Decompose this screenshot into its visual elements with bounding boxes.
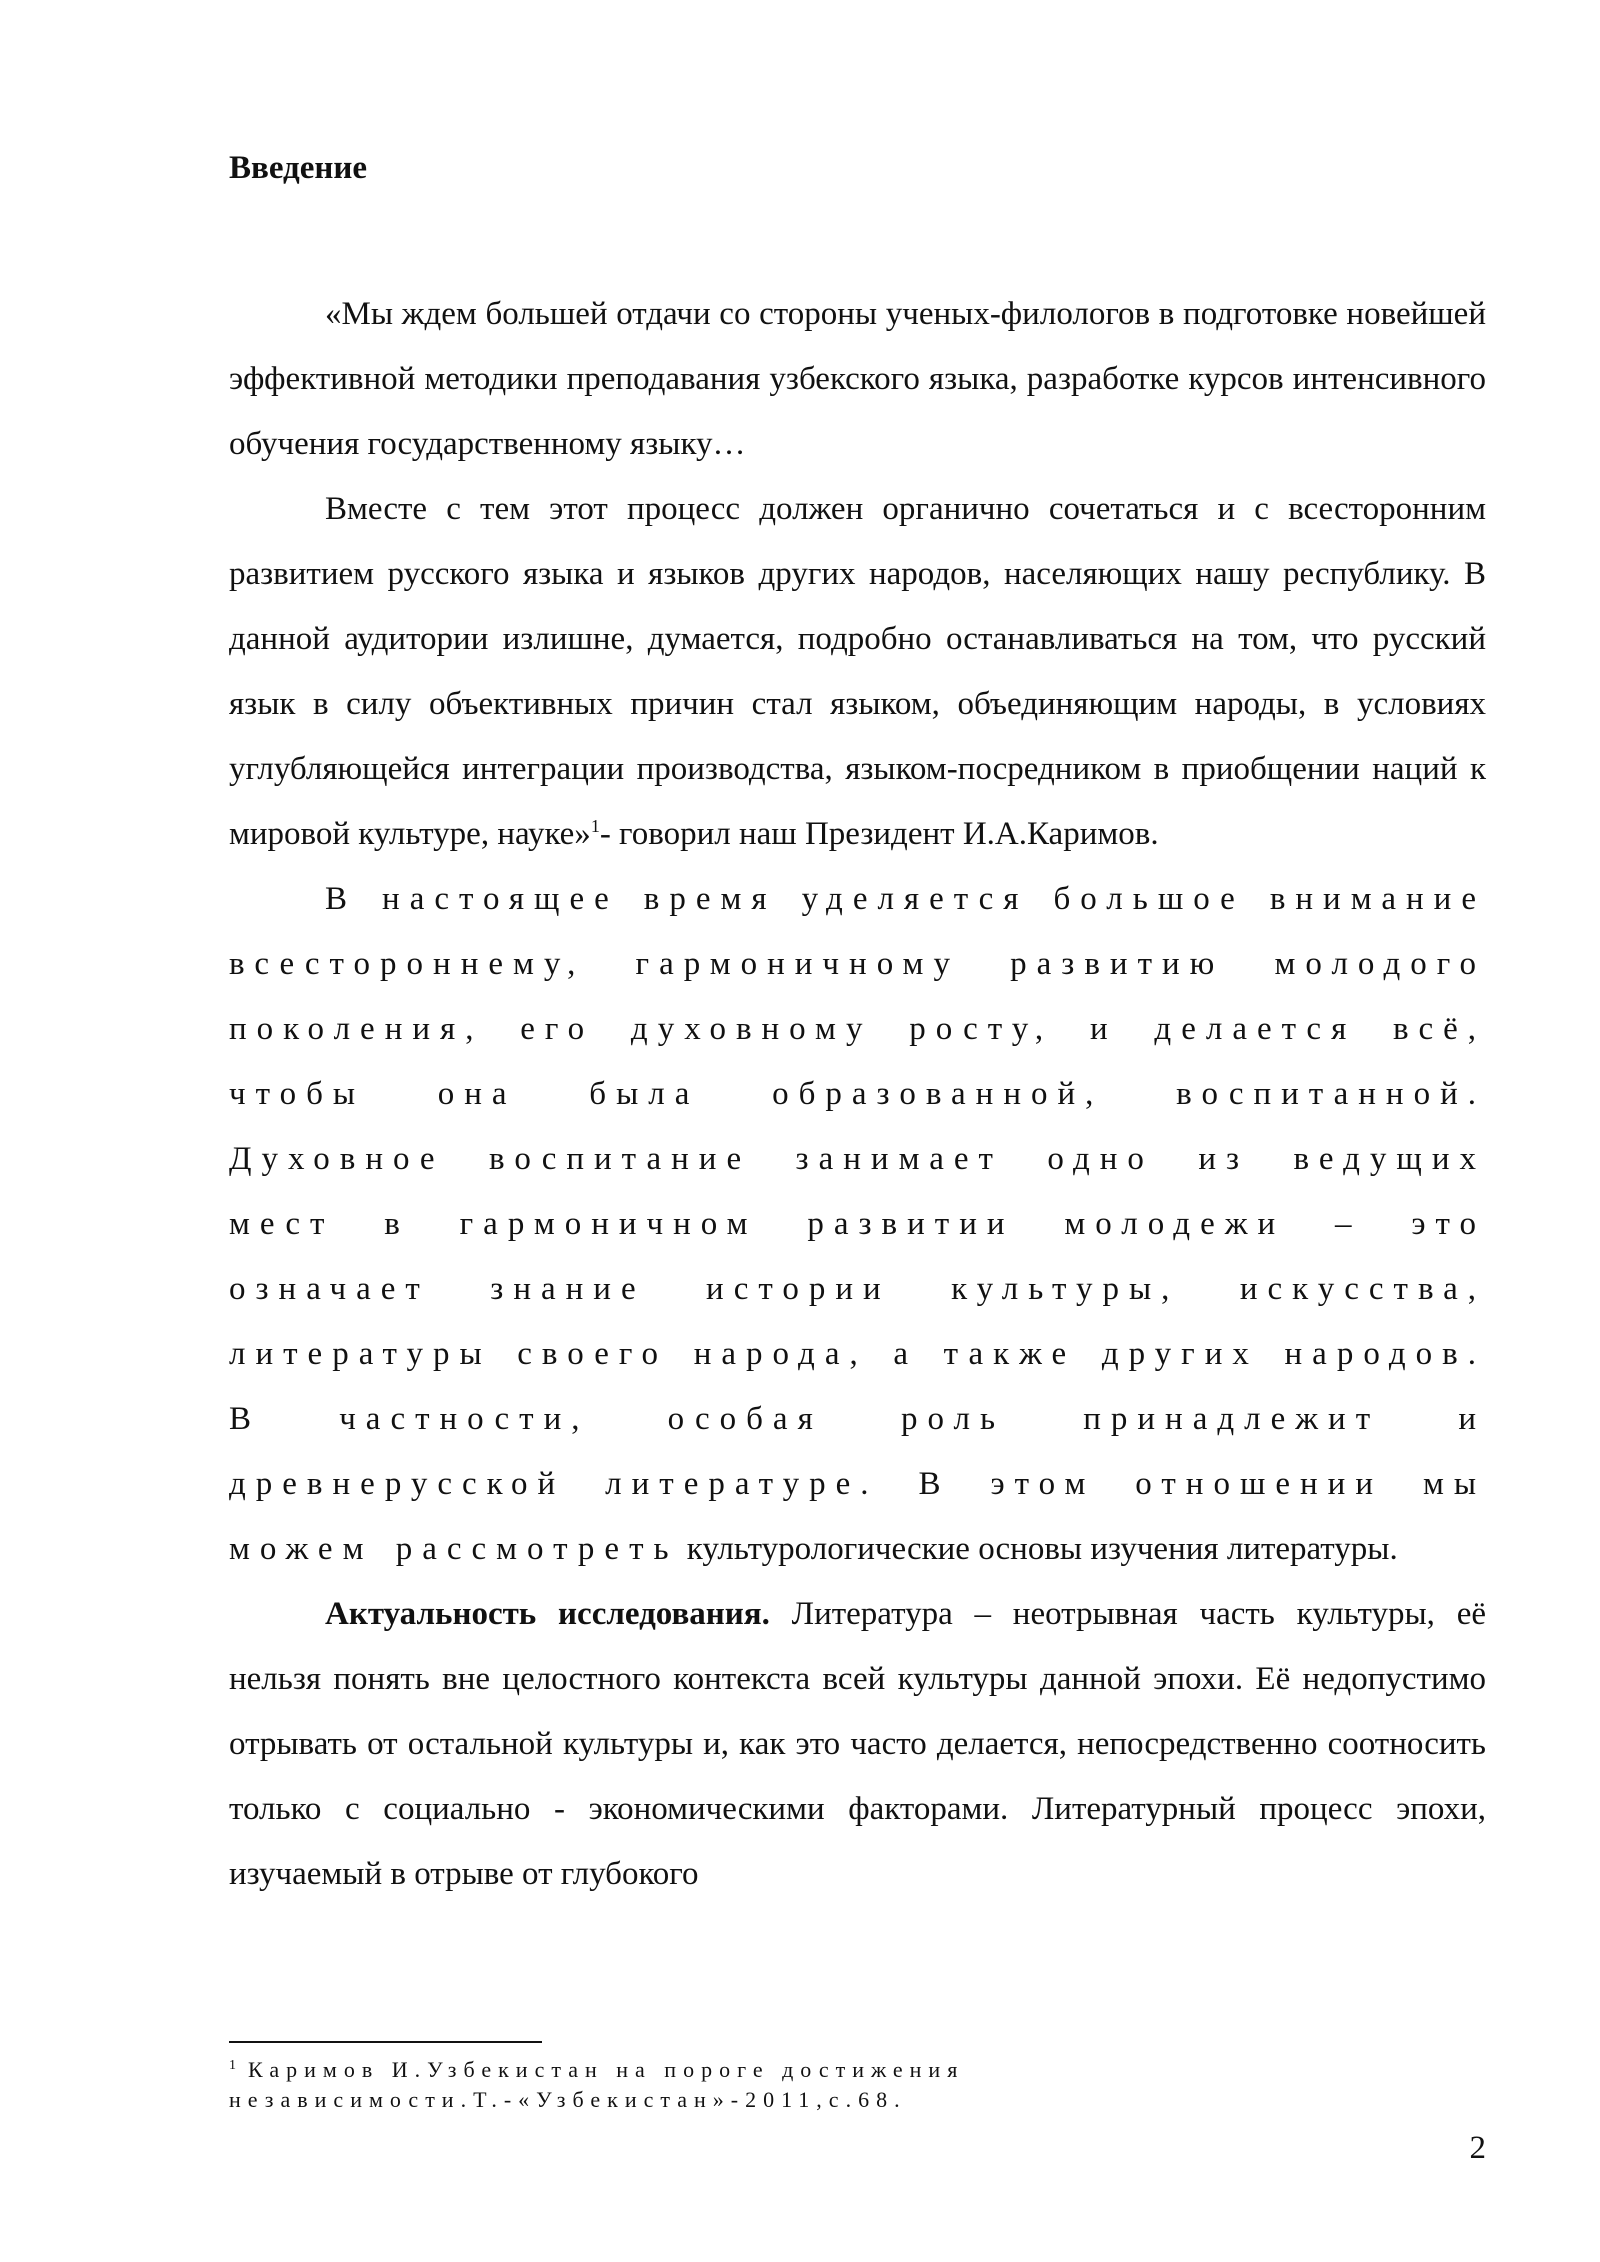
paragraph-relevance [229,1582,1486,1907]
paragraph-quote [229,282,1486,477]
relevance-lead: Актуальность исследования. [325,1596,770,1632]
footnote-number: 1 [229,2057,236,2073]
paragraph-spaced-text: В настоящее время уделяется большое внимание всестороннему, гармоничному развитию молодого поколения, его духовному росту, и делается всё, чтобы она была образованной, воспитанной. Духовное воспитание занимает одно из ведущих мест в гармоничном развитии молодежи – это означает знание истории культуры, искусства, литературы своего народа, а также других народов. В частности, особая роль принадлежит и древнерусской литературе. В этом отношении мы можем рассмотреть [229,881,1486,1567]
footnote-reference[interactable]: 1 [590,816,600,836]
paragraph-spaced-tail: культурологические основы изучения литературы. [678,1531,1398,1567]
paragraph-spaced [229,867,1486,1582]
footnote-separator [229,2041,542,2043]
body-text [229,282,1486,1907]
relevance-text: Литература – неотрывная часть культуры, её нельзя понять вне целостного контекста всей культуры данной эпохи. Её недопустимо отрывать от остальной культуры и, как это часто делается, непосредственно соотносить только с социально - экономическими факторами. Литературный процесс эпохи, изучаемый в отрыве от глубокого [229,1596,1486,1892]
paragraph-quote-continuation [229,477,1486,867]
paragraph-quote-continuation-text: Вместе с тем этот процесс должен органично сочетаться и с всесторонним развитием русского языка и языков других народов, населяющих нашу республику. В данной аудитории излишне, думается, подробно останавливаться на том, что русский язык в силу объективных причин стал языком, объединяющим народы, в условиях углубляющейся интеграции производства, языком-посредником в приобщении наций к мировой культуре, науке» [229,491,1486,852]
paragraph-quote-attribution: - говорил наш Президент И.А.Каримов. [599,816,1159,852]
paragraph-quote-text: «Мы ждем большей отдачи со стороны ученых-филологов в подготовке новейшей эффективной методики преподавания узбекского языка, разработке курсов интенсивного обучения государственному языку… [229,296,1486,462]
section-heading: Введение [229,150,368,186]
footnote [229,2055,1486,2115]
page-number: 2 [1469,2130,1486,2166]
footnote-text: Каримов И.Узбекистан на пороге достижения независимости.Т.-«Узбекистан»-2011,с.68. [229,2057,965,2112]
